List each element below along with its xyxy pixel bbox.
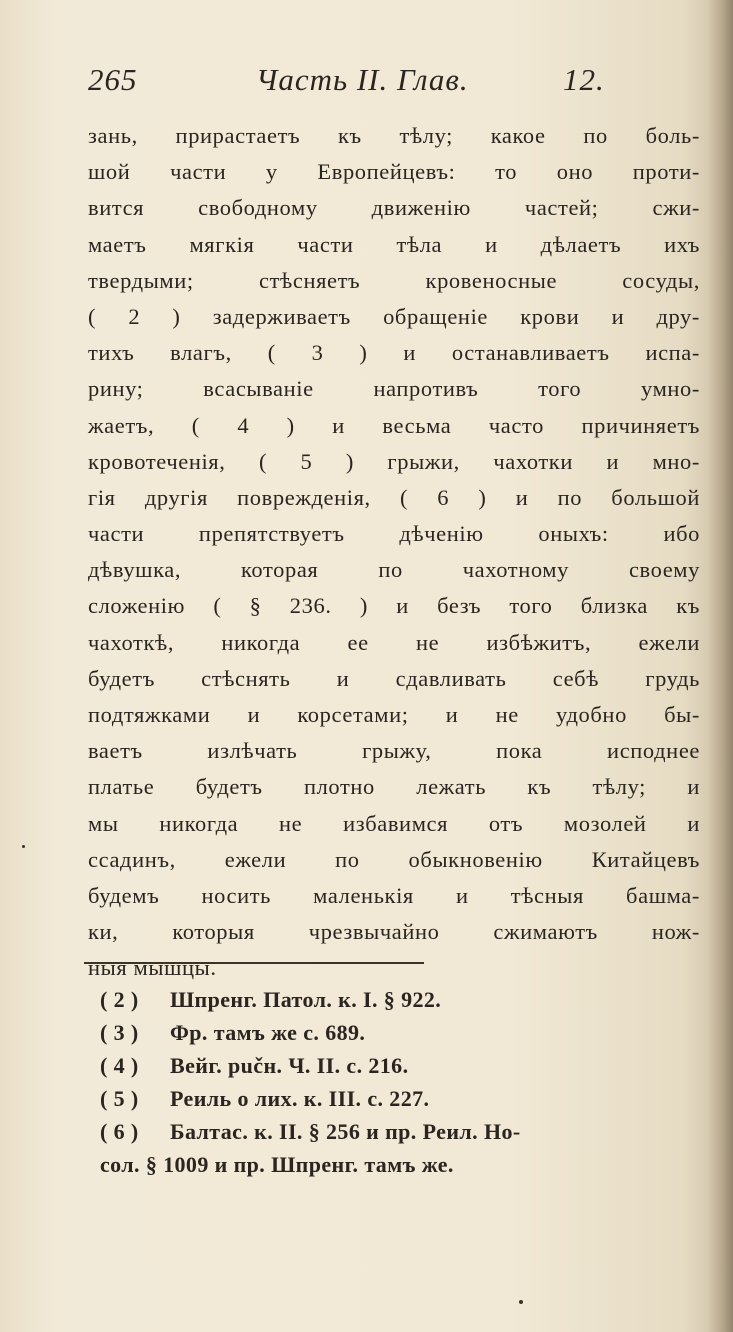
footnote-text: Вейг. рučн. Ч. II. с. 216. bbox=[170, 1053, 409, 1078]
text-line: будемъ носить маленькія и тѣсныя башма- bbox=[88, 882, 700, 908]
page-number: 265 bbox=[88, 62, 138, 97]
text-line: маетъ мягкія части тѣла и дѣлаетъ ихъ bbox=[88, 231, 700, 257]
text-line: мы никогда не избавимся отъ мозолей и bbox=[88, 810, 700, 836]
paper-speck bbox=[22, 845, 25, 848]
footnote bbox=[100, 1082, 690, 1115]
text-line: части препятствуетъ дѣченію оныхъ: ибо bbox=[88, 521, 700, 547]
text-line: чахоткѣ, никогда ее не избѣжитъ, ежели bbox=[88, 629, 700, 655]
footnote-mark: ( 2 ) bbox=[100, 987, 139, 1012]
body-text bbox=[88, 118, 700, 987]
text-line: сложенію ( § 236. ) и безъ того близка къ bbox=[88, 593, 700, 619]
footnote-rule bbox=[84, 962, 424, 964]
text-line: подтяжками и корсетами; и не удобно бы- bbox=[88, 702, 700, 727]
footnote-text: Балтас. к. II. § 256 и пр. Реил. Но- bbox=[170, 1119, 521, 1144]
text-line: твердыми; стѣсняетъ кровеносные сосуды, bbox=[88, 267, 700, 293]
paper-speck bbox=[519, 1300, 523, 1304]
text-line: шой части у Европейцевъ: то оно проти- bbox=[88, 159, 700, 185]
footnote-mark: ( 4 ) bbox=[100, 1053, 139, 1078]
footnote bbox=[100, 1049, 690, 1082]
text-line: ссадинъ, ежели по обыкновенію Китайцевъ bbox=[88, 846, 700, 872]
text-line: рину; всасываніе напротивъ того умно- bbox=[88, 376, 700, 402]
footnote-mark: ( 3 ) bbox=[100, 1020, 139, 1045]
footnote-text: Фр. тамъ же с. 689. bbox=[170, 1020, 366, 1045]
text-line: вится свободному движенію частей; сжи- bbox=[88, 195, 700, 221]
text-line: ( 2 ) задерживаетъ обращеніе крови и дру- bbox=[88, 303, 700, 329]
text-line: гія другія поврежденія, ( 6 ) и по большой bbox=[88, 484, 700, 510]
footnote-mark: ( 5 ) bbox=[100, 1086, 139, 1111]
footnote bbox=[100, 1016, 690, 1049]
page-edge-shadow bbox=[707, 0, 733, 1332]
text-line: платье будетъ плотно лежать къ тѣлу; и bbox=[88, 774, 700, 800]
text-line: тихъ влагъ, ( 3 ) и останавливаетъ испа- bbox=[88, 340, 700, 366]
footnote bbox=[100, 983, 690, 1016]
footnotes bbox=[100, 983, 690, 1181]
text-line: жаетъ, ( 4 ) и весьма часто причиняетъ bbox=[88, 412, 700, 438]
page-header bbox=[88, 62, 608, 106]
text-line: ки, которыя чрезвычайно сжимаютъ нож- bbox=[88, 919, 700, 945]
text-line: кровотеченія, ( 5 ) грыжи, чахотки и мно- bbox=[88, 448, 700, 474]
footnote bbox=[100, 1115, 690, 1148]
text-line: ныя мышцы. bbox=[88, 955, 217, 981]
footnote-continuation bbox=[100, 1148, 690, 1181]
text-line: дѣвушка, которая по чахотному своему bbox=[88, 557, 700, 583]
chapter-number: 12. bbox=[563, 62, 605, 97]
footnote-text: сол. § 1009 и пр. Шпренг. тамъ же. bbox=[100, 1152, 454, 1177]
text-line: зань, прирастаетъ къ тѣлу; какое по боль- bbox=[88, 123, 700, 148]
footnote-text: Реиль о лих. к. III. с. 227. bbox=[170, 1086, 430, 1111]
footnote-text: Шпренг. Патол. к. I. § 922. bbox=[170, 987, 442, 1012]
text-line: ваетъ излѣчать грыжу, пока исподнее bbox=[88, 738, 700, 764]
text-line: будетъ стѣснять и сдавливать себѣ грудь bbox=[88, 665, 700, 691]
footnote-mark: ( 6 ) bbox=[100, 1119, 139, 1144]
running-title: Часть II. Глав. bbox=[256, 62, 469, 97]
